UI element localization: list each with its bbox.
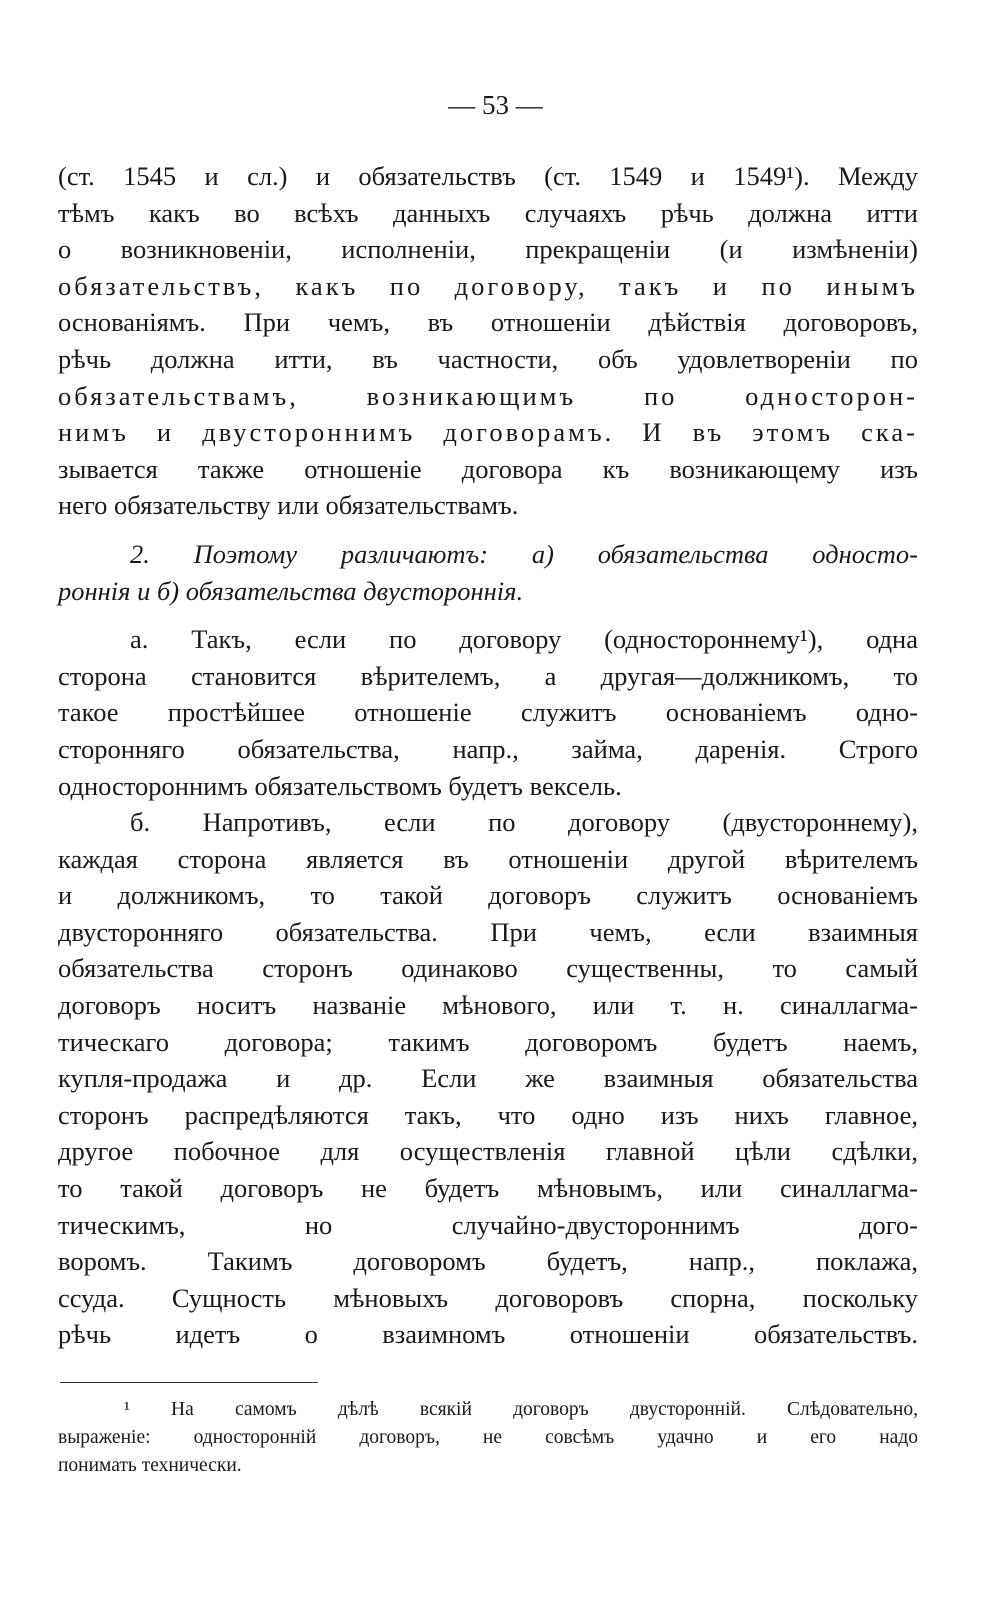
text-line: сторонъ распредѣляются такъ, что одно изъ нихъ главное, bbox=[58, 1099, 918, 1130]
text-line: договоръ носитъ названіе мѣнового, или т. н. синаллагма- bbox=[58, 990, 918, 1021]
text-line: тическаго договора; такимъ договоромъ будетъ наемъ, bbox=[58, 1026, 918, 1057]
text-line: ссуда. Сущность мѣновыхъ договоровъ спорна, поскольку bbox=[58, 1282, 918, 1313]
paragraph-bilateral bbox=[58, 804, 918, 1353]
text-line: рѣчь идетъ о взаимномъ отношеніи обязательствъ. bbox=[58, 1319, 918, 1350]
body-text bbox=[58, 158, 918, 1353]
text-line: сторонняго обязательства, напр., займа, даренія. Строго bbox=[58, 733, 918, 764]
text-line: основаніямъ. При чемъ, въ отношеніи дѣйствія договоровъ, bbox=[58, 307, 918, 338]
paragraph-obligations-intro bbox=[58, 158, 918, 524]
text-line: каждая сторона является въ отношеніи другой вѣрителемъ bbox=[58, 843, 918, 874]
paragraph-unilateral bbox=[58, 621, 918, 804]
text-line: о возникновеніи, исполненіи, прекращеніи (и измѣненіи) bbox=[58, 234, 918, 265]
text-line: б. Напротивъ, если по договору (двустороннему), bbox=[130, 807, 918, 838]
text-line: купля-продажа и др. Если же взаимныя обязательства bbox=[58, 1063, 918, 1094]
text-line: рѣчь должна итти, въ частности, объ удовлетвореніи по bbox=[58, 343, 918, 374]
paragraph-classification-heading bbox=[58, 536, 918, 609]
text-line: 2. Поэтому различаютъ: а) обязательства односто- bbox=[130, 538, 918, 569]
text-line: (ст. 1545 и сл.) и обязательствъ (ст. 1549 и 1549¹). Между bbox=[58, 161, 918, 191]
text-line: то такой договоръ не будетъ мѣновымъ, или синаллагма- bbox=[58, 1173, 918, 1204]
text-line: обязательствъ, какъ по договору, такъ и по инымъ bbox=[58, 270, 918, 301]
text-line: обязательствамъ, возникающимъ по односторон- bbox=[58, 380, 918, 411]
text-line: и должникомъ, то такой договоръ служитъ основаніемъ bbox=[58, 880, 918, 911]
footnote bbox=[58, 1396, 918, 1480]
text-line: сторона становится вѣрителемъ, а другая—должникомъ, то bbox=[58, 660, 918, 691]
text-line: двусторонняго обязательства. При чемъ, если взаимныя bbox=[58, 916, 918, 947]
text-line: обязательства сторонъ одинаково существенны, то самый bbox=[58, 953, 918, 984]
text-line: воромъ. Такимъ договоромъ будетъ, напр., поклажа, bbox=[58, 1246, 918, 1277]
paragraph-gap bbox=[58, 524, 918, 536]
text-line: одностороннимъ обязательствомъ будетъ вексель. bbox=[58, 770, 622, 801]
text-line: другое побочное для осуществленія главной цѣли сдѣлки, bbox=[58, 1136, 918, 1167]
footnote-line: выраженіе: односторонній договоръ, не совсѣмъ удачно и его надо bbox=[58, 1427, 918, 1448]
paragraph-gap bbox=[58, 609, 918, 621]
text-line: него обязательству или обязательствамъ. bbox=[58, 490, 519, 521]
text-line: тическимъ, но случайно-двустороннимъ дого- bbox=[58, 1209, 918, 1240]
footnote-divider bbox=[60, 1382, 318, 1383]
text-line: зывается также отношеніе договора къ возникающему изъ bbox=[58, 453, 918, 484]
page-number: — 53 — bbox=[448, 90, 543, 120]
text-line: нимъ и двустороннимъ договорамъ. И въ этомъ ска- bbox=[58, 417, 918, 448]
text-line: тѣмъ какъ во всѣхъ данныхъ случаяхъ рѣчь должна итти bbox=[58, 197, 918, 228]
text-line: а. Такъ, если по договору (одностороннему¹), одна bbox=[130, 624, 918, 655]
footnote-line: понимать технически. bbox=[58, 1455, 242, 1476]
footnote-line: ¹ На самомъ дѣлѣ всякій договоръ двусторонній. Слѣдовательно, bbox=[124, 1399, 918, 1420]
text-line: такое простѣйшее отношеніе служитъ основаніемъ одно- bbox=[58, 697, 918, 728]
text-line: роннія и б) обязательства двустороннія. bbox=[58, 575, 524, 606]
